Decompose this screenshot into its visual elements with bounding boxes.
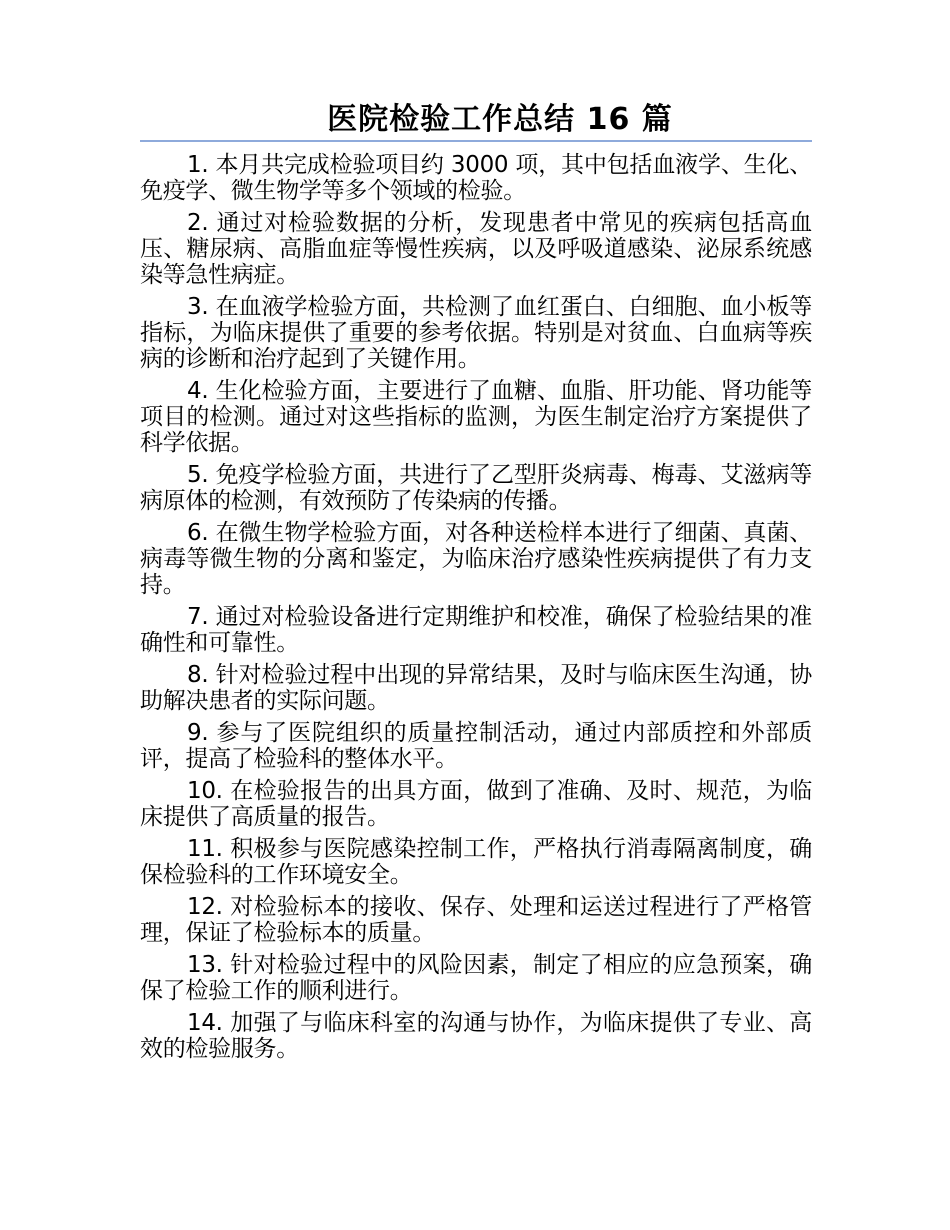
list-item: 14. 加强了与临床科室的沟通与协作，为临床提供了专业、高效的检验服务。: [140, 1010, 812, 1062]
list-item: 9. 参与了医院组织的质量控制活动，通过内部质控和外部质评，提高了检验科的整体水平。: [140, 720, 812, 772]
document-page: [140, 100, 812, 1068]
list-item: 11. 积极参与医院感染控制工作，严格执行消毒隔离制度，确保检验科的工作环境安全。: [140, 836, 812, 888]
list-item: 8. 针对检验过程中出现的异常结果，及时与临床医生沟通，协助解决患者的实际问题。: [140, 662, 812, 714]
list-item: 6. 在微生物学检验方面，对各种送检样本进行了细菌、真菌、病毒等微生物的分离和鉴定，为临床治疗感染性疾病提供了有力支持。: [140, 520, 812, 598]
summary-list: [140, 152, 812, 1062]
document-title: 医院检验工作总结 16 篇: [327, 102, 673, 137]
list-item: 12. 对检验标本的接收、保存、处理和运送过程进行了严格管理，保证了检验标本的质量。: [140, 894, 812, 946]
list-item: 4. 生化检验方面，主要进行了血糖、血脂、肝功能、肾功能等项目的检测。通过对这些指标的监测，为医生制定治疗方案提供了科学依据。: [140, 378, 812, 456]
list-item: 13. 针对检验过程中的风险因素，制定了相应的应急预案，确保了检验工作的顺利进行。: [140, 952, 812, 1004]
list-item: 7. 通过对检验设备进行定期维护和校准，确保了检验结果的准确性和可靠性。: [140, 604, 812, 656]
list-item: 10. 在检验报告的出具方面，做到了准确、及时、规范，为临床提供了高质量的报告。: [140, 778, 812, 830]
list-item: 1. 本月共完成检验项目约 3000 项，其中包括血液学、生化、免疫学、微生物学等多个领域的检验。: [140, 152, 812, 204]
list-item: 3. 在血液学检验方面，共检测了血红蛋白、白细胞、血小板等指标，为临床提供了重要的参考依据。特别是对贫血、白血病等疾病的诊断和治疗起到了关键作用。: [140, 294, 812, 372]
list-item: 5. 免疫学检验方面，共进行了乙型肝炎病毒、梅毒、艾滋病等病原体的检测，有效预防了传染病的传播。: [140, 462, 812, 514]
list-item: 2. 通过对检验数据的分析，发现患者中常见的疾病包括高血压、糖尿病、高脂血症等慢性疾病，以及呼吸道感染、泌尿系统感染等急性病症。: [140, 210, 812, 288]
title-underline: [140, 140, 812, 142]
